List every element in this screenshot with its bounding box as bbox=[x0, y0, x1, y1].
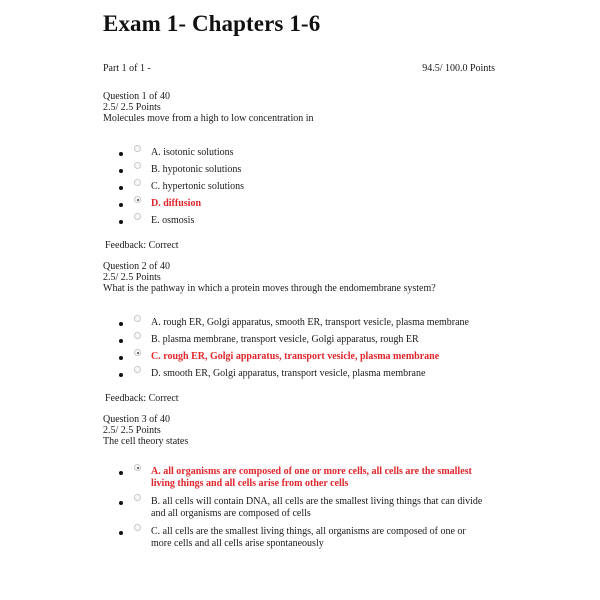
answer-option-selected[interactable] bbox=[103, 465, 487, 490]
answer-option[interactable] bbox=[103, 525, 487, 550]
question-1-header bbox=[103, 91, 314, 124]
option-label: A. isotonic solutions bbox=[151, 147, 234, 158]
radio-button[interactable] bbox=[134, 524, 141, 531]
radio-button[interactable] bbox=[134, 162, 141, 169]
question-prompt: What is the pathway in which a protein moves through the endomembrane system? bbox=[103, 283, 436, 294]
option-label: B. all cells will contain DNA, all cells are the smallest living things that can divide and all organisms are composed of cells bbox=[151, 496, 483, 519]
question-1-feedback: Feedback: Correct bbox=[105, 240, 179, 251]
option-label: D. diffusion bbox=[151, 198, 202, 209]
radio-button[interactable] bbox=[134, 179, 141, 186]
question-points: 2.5/ 2.5 Points bbox=[103, 102, 161, 113]
question-2-header bbox=[103, 261, 436, 294]
question-points: 2.5/ 2.5 Points bbox=[103, 425, 161, 436]
radio-button-checked[interactable] bbox=[134, 464, 141, 471]
bullet-icon bbox=[119, 531, 123, 535]
radio-button[interactable] bbox=[134, 315, 141, 322]
bullet-icon bbox=[119, 373, 123, 377]
question-prompt: The cell theory states bbox=[103, 436, 189, 447]
radio-button-checked[interactable] bbox=[134, 349, 141, 356]
question-number: Question 3 of 40 bbox=[103, 414, 170, 425]
bullet-icon bbox=[119, 152, 123, 156]
question-2-feedback: Feedback: Correct bbox=[105, 393, 179, 404]
answer-option[interactable] bbox=[103, 495, 487, 520]
option-label: A. rough ER, Golgi apparatus, smooth ER, transport vesicle, plasma membrane bbox=[151, 317, 469, 328]
radio-button[interactable] bbox=[134, 366, 141, 373]
radio-button[interactable] bbox=[134, 332, 141, 339]
total-score: 94.5/ 100.0 Points bbox=[422, 63, 495, 74]
question-prompt: Molecules move from a high to low concentration in bbox=[103, 113, 314, 124]
option-label: C. hypertonic solutions bbox=[151, 181, 245, 192]
part-label: Part 1 of 1 - bbox=[103, 63, 151, 74]
bullet-icon bbox=[119, 203, 123, 207]
exam-title: Exam 1- Chapters 1-6 bbox=[103, 11, 321, 36]
part-header bbox=[103, 63, 495, 74]
option-label: A. all organisms are composed of one or more cells, all cells are the smallest living things and all cells arise from other cells bbox=[151, 466, 472, 489]
question-3-options bbox=[103, 465, 487, 555]
bullet-icon bbox=[119, 186, 123, 190]
option-label: C. all cells are the smallest living things, all organisms are composed of one or more cells and all cells arise spontaneously bbox=[151, 526, 466, 549]
radio-button[interactable] bbox=[134, 494, 141, 501]
bullet-icon bbox=[119, 501, 123, 505]
question-number: Question 1 of 40 bbox=[103, 91, 170, 102]
bullet-icon bbox=[119, 220, 123, 224]
question-number: Question 2 of 40 bbox=[103, 261, 170, 272]
bullet-icon bbox=[119, 339, 123, 343]
bullet-icon bbox=[119, 471, 123, 475]
bullet-icon bbox=[119, 356, 123, 360]
option-label: B. hypotonic solutions bbox=[151, 164, 242, 175]
radio-button-checked[interactable] bbox=[134, 196, 141, 203]
question-points: 2.5/ 2.5 Points bbox=[103, 272, 161, 283]
bullet-icon bbox=[119, 169, 123, 173]
radio-button[interactable] bbox=[134, 145, 141, 152]
bullet-icon bbox=[119, 322, 123, 326]
option-label: C. rough ER, Golgi apparatus, transport vesicle, plasma membrane bbox=[151, 351, 440, 362]
option-label: E. osmosis bbox=[151, 215, 195, 226]
radio-button[interactable] bbox=[134, 213, 141, 220]
question-3-header bbox=[103, 414, 188, 447]
option-label: B. plasma membrane, transport vesicle, Golgi apparatus, rough ER bbox=[151, 334, 419, 345]
option-label: D. smooth ER, Golgi apparatus, transport vesicle, plasma membrane bbox=[151, 368, 426, 379]
